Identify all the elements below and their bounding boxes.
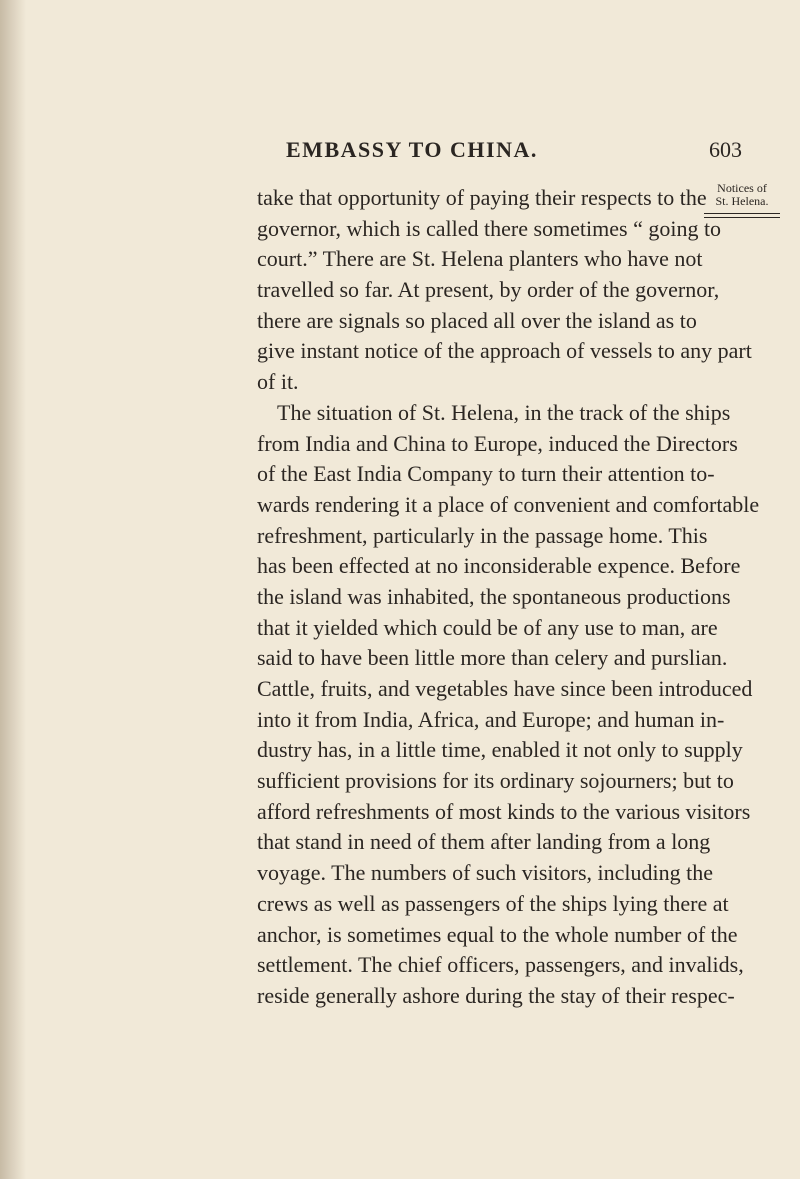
text-line: refreshment, particularly in the passage home. This [257, 522, 708, 548]
text-line: dustry has, in a little time, enabled it not only to supply [257, 737, 743, 763]
text-line: sufficient provisions for its ordinary sojourners; but to [257, 768, 734, 794]
page-number: 603 [709, 137, 742, 162]
margin-note-line: St. Helena. [715, 194, 769, 208]
text-line: give instant notice of the approach of vessels to any part [257, 338, 752, 364]
text-line: into it from India, Africa, and Europe; and human in- [257, 706, 725, 732]
text-line: said to have been little more than celery and purslian. [257, 645, 728, 671]
page-edge-shadow [0, 0, 26, 1179]
text-line: of it. [257, 369, 299, 395]
margin-note-line: Notices of [717, 181, 767, 195]
text-line: settlement. The chief officers, passengers, and invalids, [257, 952, 744, 978]
margin-note [702, 182, 782, 218]
running-head [0, 137, 800, 171]
text-line: has been effected at no inconsiderable expence. Before [257, 553, 741, 579]
text-line: court.” There are St. Helena planters who have not [257, 246, 703, 272]
text-line: of the East India Company to turn their attention to- [257, 461, 715, 487]
text-line: from India and China to Europe, induced the Directors [257, 430, 738, 456]
text-line: that it yielded which could be of any use to man, are [257, 614, 718, 640]
text-line: The situation of St. Helena, in the track of the ships [277, 399, 731, 425]
text-line: reside generally ashore during the stay of their respec- [257, 982, 735, 1008]
text-line: there are signals so placed all over the island as to [257, 307, 697, 333]
text-line: that stand in need of them after landing from a long [257, 829, 711, 855]
text-line: Cattle, fruits, and vegetables have since been introduced [257, 676, 753, 701]
text-line: anchor, is sometimes equal to the whole number of the [257, 921, 738, 947]
text-line: take that opportunity of paying their respects to the [257, 185, 707, 210]
text-line: afford refreshments of most kinds to the various visitors [257, 798, 751, 824]
text-line: voyage. The numbers of such visitors, including the [257, 860, 714, 886]
running-title: EMBASSY TO CHINA. [286, 137, 538, 162]
text-line: governor, which is called there sometimes “ going to [257, 215, 722, 241]
text-line: travelled so far. At present, by order of the governor, [257, 277, 720, 303]
text-line: wards rendering it a place of convenient and comfortable [257, 491, 760, 517]
text-line: crews as well as passengers of the ships lying there at [257, 890, 729, 916]
text-line: the island was inhabited, the spontaneous productions [257, 583, 731, 609]
